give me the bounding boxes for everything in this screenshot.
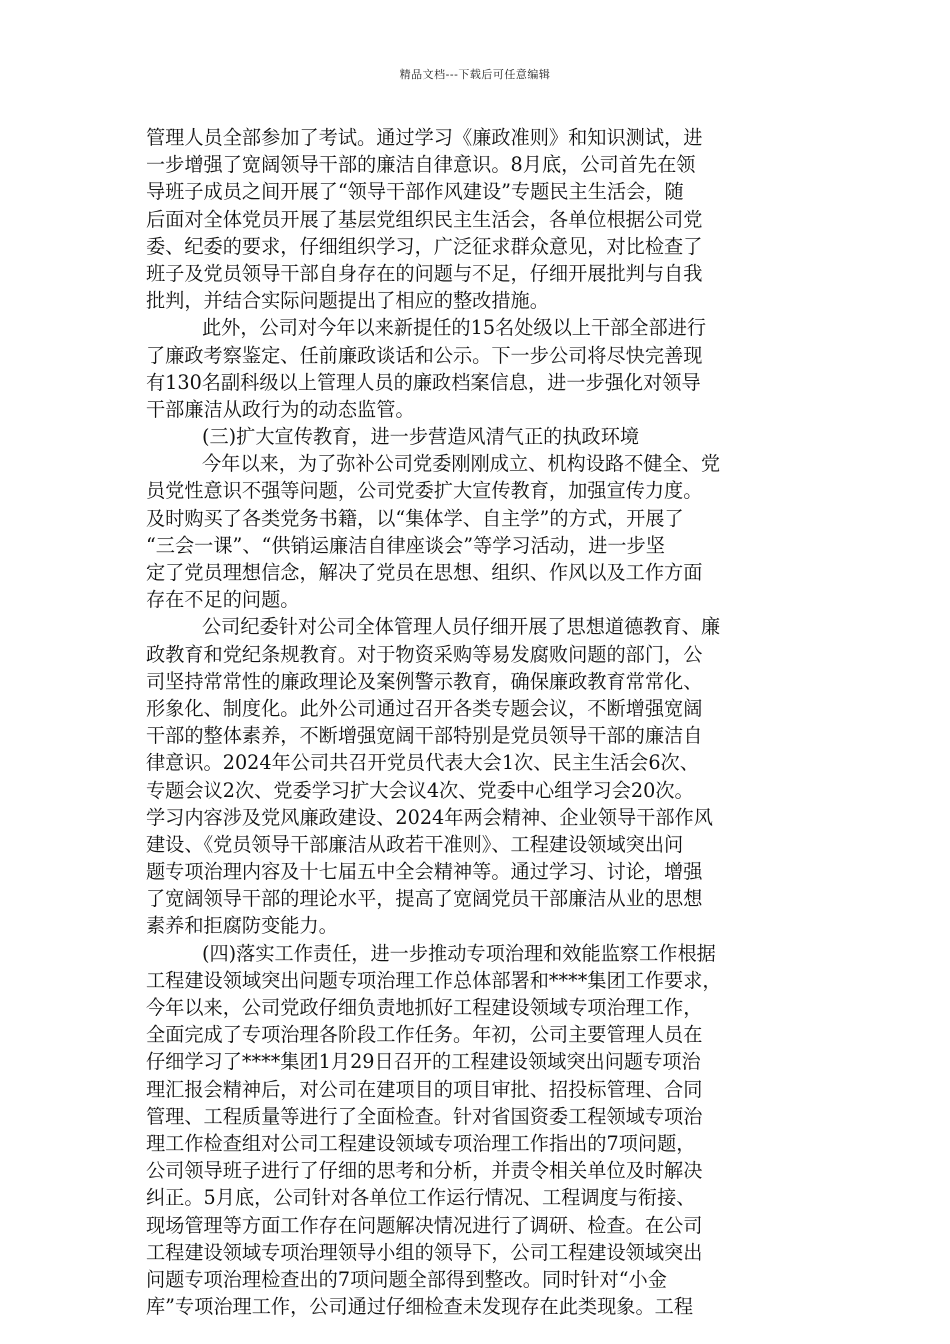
text-line: 今年以来，为了弥补公司党委刚刚成立、机构设路不健全、党 (202, 452, 721, 476)
text-line: 今年以来，公司党政仔细负责地抓好工程建设领域专项治理工作， (146, 996, 703, 1019)
text-line: 定了党员理想信念，解决了党员在思想、组织、作风以及工作方面 (146, 561, 703, 584)
text-line: 仔细学习了****集团1月29日召开的工程建设领域突出问题专项治 (146, 1050, 701, 1074)
text-line: 干部廉洁从政行为的动态监管。 (146, 397, 415, 421)
text-line: 工程建设领域突出问题专项治理工作总体部署和****集团工作要求， (146, 968, 722, 992)
text-line: 问题专项治理检查出的7项问题全部得到整改。同时针对“小金 (146, 1267, 667, 1291)
text-line: 存在不足的问题。 (146, 588, 300, 612)
document-body (146, 124, 810, 1320)
text-line: 一步增强了宽阔领导干部的廉洁自律意识。8月底，公司首先在领 (146, 153, 696, 177)
text-line: 班子及党员领导干部自身存在的问题与不足，仔细开展批判与自我 (146, 261, 703, 285)
text-line: 学习内容涉及党风廉政建设、2024年两会精神、企业领导干部作风 (146, 805, 713, 829)
text-line: 司坚持常常性的廉政理论及案例警示教育，确保廉政教育常常化、 (146, 669, 703, 693)
text-line: 员党性意识不强等问题，公司党委扩大宣传教育，加强宣传力度。 (146, 479, 703, 503)
text-line: 公司纪委针对公司全体管理人员仔细开展了思想道德教育、廉 (202, 615, 721, 639)
text-line: 管理人员全部参加了考试。通过学习《廉政准则》和知识测试，进 (146, 126, 703, 149)
text-line: 政教育和党纪条规教育。对于物资采购等易发腐败问题的部门，公 (146, 642, 703, 666)
text-line: (三)扩大宣传教育，进一步营造风清气正的执政环境 (202, 425, 640, 449)
text-line: 素养和拒腐防变能力。 (146, 914, 338, 938)
text-line: 理汇报会精神后，对公司在建项目的项目审批、招投标管理、合同 (146, 1077, 703, 1101)
text-line: 库”专项治理工作，公司通过仔细检查未发现存在此类现象。工程 (146, 1295, 694, 1319)
text-line: 委、纪委的要求，仔细组织学习，广泛征求群众意见，对比检查了 (146, 234, 703, 258)
text-line: 纠正。5月底，公司针对各单位工作运行情况、工程调度与衔接、 (146, 1186, 696, 1210)
text-line: 建设、《党员领导干部廉洁从政若干准则》、工程建设领域突出问 (146, 832, 684, 856)
text-line: 批判，并结合实际问题提出了相应的整改措施。 (146, 289, 549, 313)
text-line: 导班子成员之间开展了“领导干部作风建设”专题民主生活会，随 (146, 180, 684, 204)
text-line: 后面对全体党员开展了基层党组织民主生活会，各单位根据公司党 (146, 207, 703, 231)
text-line: 及时购买了各类党务书籍，以“集体学、自主学”的方式，开展了 (146, 506, 684, 530)
text-line: 了廉政考察鉴定、任前廉政谈话和公示。下一步公司将尽快完善现 (146, 343, 703, 367)
text-line: 工程建设领域专项治理领导小组的领导下，公司工程建设领域突出 (146, 1240, 703, 1264)
text-line: “三会一课”、“供销运廉洁自律座谈会”等学习活动，进一步坚 (146, 533, 665, 557)
page-header: 精品文档---下载后可任意编辑 (399, 68, 551, 81)
text-line: 了宽阔领导干部的理论水平，提高了宽阔党员干部廉洁从业的思想 (146, 887, 703, 911)
text-line: 干部的整体素养，不断增强宽阔干部特别是党员领导干部的廉洁自 (146, 724, 703, 748)
text-line: 有130名副科级以上管理人员的廉政档案信息，进一步强化对领导 (146, 370, 701, 394)
text-line: (四)落实工作责任，进一步推动专项治理和效能监察工作根据 (202, 941, 716, 965)
text-line: 专题会议2次、党委学习扩大会议4次、党委中心组学习会20次。 (146, 778, 694, 802)
text-line: 现场管理等方面工作存在问题解决情况进行了调研、检查。在公司 (146, 1213, 703, 1237)
text-line: 形象化、制度化。此外公司通过召开各类专题会议，不断增强宽阔 (146, 696, 703, 720)
text-line: 此外，公司对今年以来新提任的15名处级以上干部全部进行 (202, 316, 707, 340)
text-line: 题专项治理内容及十七届五中全会精神等。通过学习、讨论，增强 (146, 860, 703, 884)
text-line: 律意识。2024年公司共召开党员代表大会1次、民主生活会6次、 (146, 751, 699, 775)
text-line: 理工作检查组对公司工程建设领域专项治理工作指出的7项问题， (146, 1131, 696, 1155)
text-line: 公司领导班子进行了仔细的思考和分析，并责令相关单位及时解决 (146, 1159, 703, 1183)
text-line: 全面完成了专项治理各阶段工作任务。年初，公司主要管理人员在 (146, 1023, 703, 1047)
text-line: 管理、工程质量等进行了全面检查。针对省国资委工程领域专项治 (146, 1104, 703, 1128)
